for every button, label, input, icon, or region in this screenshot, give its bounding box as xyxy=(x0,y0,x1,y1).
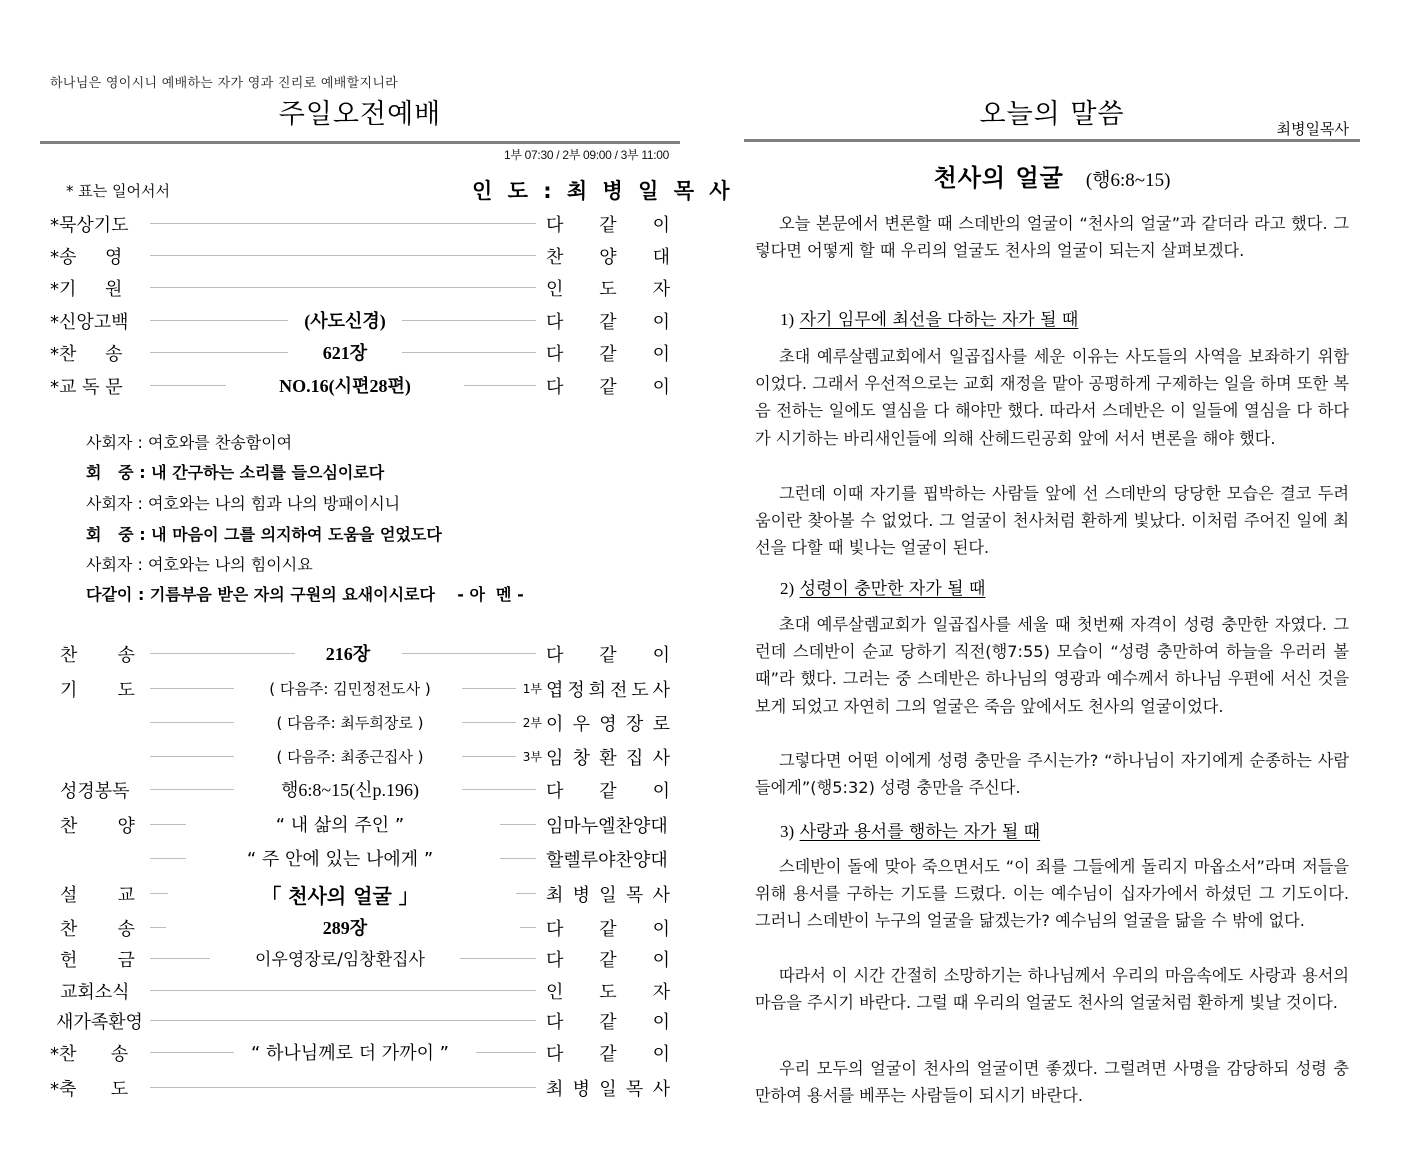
leader-line xyxy=(150,722,234,723)
leader-line xyxy=(460,958,536,959)
conclusion-paragraph: 우리 모두의 얼굴이 천사의 얼굴이면 좋겠다. 그럴려면 사명을 감당하되 성령 충만하여 용서를 베푸는 사람들이 되시기 바란다. xyxy=(755,1059,1349,1106)
leader-line xyxy=(150,958,210,959)
order-person: 인 도 자 xyxy=(546,982,670,1003)
order-row xyxy=(50,1072,670,1102)
order-person: 다 같 이 xyxy=(546,312,670,333)
reading-line: 사회자 : 여호와는 나의 힘과 나의 방패이시니 xyxy=(86,494,401,513)
section-heading: 2) 성령이 충만한 자가 될 때 xyxy=(780,579,986,599)
intro-paragraph: 오늘 본문에서 변론할 때 스데반의 얼굴이 “천사의 얼굴”과 같더라 라고 했다. 그렇다면 어떻게 할 때 우리의 얼굴도 천사의 얼굴이 되는지 살펴보겠다. xyxy=(755,214,1349,261)
leader-line xyxy=(520,927,536,928)
service-leader: 인 도 : 최 병 일 목 사 xyxy=(472,179,734,203)
title-divider xyxy=(744,139,1360,142)
order-detail: NO.16(시편28편) xyxy=(279,376,411,396)
service-times: 1부 07:30 / 2부 09:00 / 3부 11:00 xyxy=(503,148,669,162)
leader-line xyxy=(462,789,536,790)
order-label: *송 영 xyxy=(50,247,123,268)
order-label: 교회소식 xyxy=(60,982,130,1003)
order-person: 다 같 이 xyxy=(546,1012,670,1033)
order-label: *축 도 xyxy=(50,1079,129,1100)
page-title: 주일오전예배 xyxy=(278,99,442,130)
leader-line xyxy=(150,789,234,790)
order-label: 헌 금 xyxy=(60,950,135,971)
order-label: 설 교 xyxy=(60,885,135,906)
sermon-title: 천사의 얼굴 xyxy=(933,164,1064,192)
order-label: 성경봉독 xyxy=(60,781,130,802)
section-heading: 3) 사랑과 용서를 행하는 자가 될 때 xyxy=(780,822,1041,842)
anthem-title: “ 주 안에 있는 나에게 ” xyxy=(246,849,434,870)
order-person: 다 같 이 xyxy=(546,1044,670,1065)
order-person: 다 같 이 xyxy=(546,377,670,398)
reading-line: 사회자 : 여호와를 찬송함이여 xyxy=(86,433,293,452)
leader-line xyxy=(150,927,166,928)
leader-line xyxy=(516,893,536,894)
leader-line xyxy=(462,688,516,689)
service-part: 2부 xyxy=(522,716,542,730)
sermon-title: 「 천사의 얼굴 」 xyxy=(261,884,419,908)
order-row xyxy=(50,370,670,400)
order-label: 새가족환영 xyxy=(56,1012,143,1033)
order-row xyxy=(50,943,670,973)
sermon-reference: (행6:8~15) xyxy=(1085,170,1171,191)
leader-line xyxy=(150,320,288,321)
leader-line xyxy=(150,287,536,288)
body-paragraph: 스데반이 돌에 맞아 죽으면서도 “이 죄를 그들에게 돌리지 마옵소서”라며 저들을 위해 용서를 구하는 기도를 드렸다. 이는 예수님이 십자가에서 하셨던 그 기도이다. 그러니 스데반이 누구의 얼굴을 닮겠는가? 예수님의 얼굴을 닮을 수 밖에 없다. xyxy=(755,857,1349,931)
page-title: 오늘의 말씀 xyxy=(979,99,1125,130)
order-row xyxy=(50,707,670,737)
leader-line xyxy=(150,653,295,654)
order-row xyxy=(50,305,670,335)
sermon-heading xyxy=(744,158,1360,193)
order-label: 찬 송 xyxy=(60,645,135,666)
order-label: 기 도 xyxy=(60,680,135,701)
leader-line xyxy=(476,1052,536,1053)
body-paragraph: 초대 예루살렘교회가 일곱집사를 세울 때 첫번째 자격이 성령 충만한 자였다. 그런데 스데반이 순교 당하기 직전(행7:55) 모습이 “성령 충만하여 하늘을 우러러 볼 때”라 했다. 그러는 중 스데반은 하나님의 영광과 예수께서 하나님 우편에 서신 것을 보게 되었고 자연히 그의 얼굴은 죽음 앞에서도 천사의 얼굴이었다. xyxy=(755,615,1349,716)
leader-line xyxy=(150,385,226,386)
order-person: 다 같 이 xyxy=(546,344,670,365)
order-detail: 621장 xyxy=(322,343,368,363)
order-person: 이 우 영 장 로 xyxy=(546,714,670,735)
body-paragraph: 따라서 이 시간 간절히 소망하기는 하나님께서 우리의 마음속에도 사랑과 용서의 마음을 주시기 바란다. 그럴 때 우리의 얼굴도 천사의 얼굴처럼 환하게 빛날 것이다. xyxy=(755,966,1349,1013)
leader-line xyxy=(150,990,536,991)
anthem-title: “ 내 삶의 주인 ” xyxy=(275,815,405,836)
order-row xyxy=(50,878,670,908)
order-row xyxy=(50,638,670,668)
leader-line xyxy=(464,385,536,386)
order-person: 할렐루야찬양대 xyxy=(546,850,668,871)
order-row xyxy=(50,975,670,1005)
order-row xyxy=(50,1005,670,1035)
reading-line: 다같이 : 기름부음 받은 자의 구원의 요새이시로다 - 아 멘 - xyxy=(86,585,524,604)
order-person: 임마누엘찬양대 xyxy=(546,816,668,837)
next-week-note: ( 다음주: 최종근집사 ) xyxy=(276,748,424,766)
body-paragraph: 초대 예루살렘교회에서 일곱집사를 세운 이유는 사도들의 사역을 보좌하기 위함이었다. 그래서 우선적으로는 교회 재정을 맡아 공평하게 구제하는 일을 하며 또한 복음 전하는 일에도 열심을 다 해야만 했다. 따라서 스데반은 이 일들에 열심을 다 하다가 시기하는 바리새인들에 의해 산헤드린공회 앞에 서서 변론을 해야 했다. xyxy=(755,347,1349,448)
order-detail: 216장 xyxy=(325,644,371,664)
order-label: *신앙고백 xyxy=(50,312,129,333)
leader-line xyxy=(150,223,536,224)
hymn-title: “ 하나님께로 더 가까이 ” xyxy=(250,1043,450,1064)
order-label: *찬 송 xyxy=(50,1044,129,1065)
leader-line xyxy=(150,1020,536,1021)
leader-line xyxy=(402,320,536,321)
order-person: 다 같 이 xyxy=(546,781,670,802)
sermon-author: 최병일목사 xyxy=(1276,120,1349,138)
scripture-motto: 하나님은 영이시니 예배하는 자가 영과 진리로 예배할지니라 xyxy=(50,76,399,91)
section-heading: 1) 자기 임무에 최선을 다하는 자가 될 때 xyxy=(780,310,1079,330)
order-person: 찬 양 대 xyxy=(546,247,670,268)
leader-line xyxy=(150,255,536,256)
order-row xyxy=(50,912,670,942)
body-paragraph: 그런데 이때 자기를 핍박하는 사람들 앞에 선 스데반의 당당한 모습은 결코 두려움이란 찾아볼 수 없었다. 그 얼굴이 천사처럼 환하게 빛났다. 이처럼 주어진 일에 최선을 다할 때 빛나는 얼굴이 된다. xyxy=(755,484,1349,558)
order-person: 임 창 환 집 사 xyxy=(546,748,670,769)
reading-line: 사회자 : 여호와는 나의 힘이시요 xyxy=(86,555,313,574)
next-week-note: ( 다음주: 김민정전도사 ) xyxy=(269,680,431,698)
offering-servers: 이우영장로/임창환집사 xyxy=(255,950,425,970)
order-label: 찬 송 xyxy=(60,919,135,940)
service-part: 1부 xyxy=(522,682,542,696)
leader-line xyxy=(500,824,536,825)
order-person: 최 병 일 목 사 xyxy=(546,885,670,906)
order-person: 다 같 이 xyxy=(546,950,670,971)
order-detail: (사도신경) xyxy=(304,311,386,331)
order-row xyxy=(50,741,670,771)
order-label: *찬 송 xyxy=(50,344,123,365)
order-row xyxy=(50,774,670,804)
order-row xyxy=(50,208,670,238)
order-label: *교 독 문 xyxy=(50,377,123,398)
order-row xyxy=(50,240,670,270)
body-paragraph: 그렇다면 어떤 이에게 성령 충만을 주시는가? “하나님이 자기에게 순종하는 사람들에게”(행5:32) 성령 충만을 주신다. xyxy=(755,751,1349,798)
leader-line xyxy=(150,1087,536,1088)
reading-line: 회 중 : 내 마음이 그를 의지하여 도움을 얻었도다 xyxy=(86,525,442,544)
next-week-note: ( 다음주: 최두희장로 ) xyxy=(276,714,424,732)
title-divider xyxy=(40,141,680,144)
leader-line xyxy=(150,1052,234,1053)
reading-line: 회 중 : 내 간구하는 소리를 들으심이로다 xyxy=(86,463,385,482)
leader-line xyxy=(150,824,186,825)
order-person: 인 도 자 xyxy=(546,279,670,300)
stand-note: * 표는 일어서서 xyxy=(66,182,170,200)
leader-line xyxy=(150,756,234,757)
leader-line xyxy=(150,352,288,353)
order-label: *묵상기도 xyxy=(50,215,129,236)
order-row xyxy=(50,809,670,839)
order-row xyxy=(50,843,670,873)
order-person: 엽 정 희 전 도 사 xyxy=(546,680,670,701)
order-person: 다 같 이 xyxy=(546,215,670,236)
leader-line xyxy=(462,756,516,757)
order-person: 최 병 일 목 사 xyxy=(546,1079,670,1100)
order-person: 다 같 이 xyxy=(546,919,670,940)
leader-line xyxy=(462,722,516,723)
order-row xyxy=(50,337,670,367)
scripture-reading: 행6:8~15(신p.196) xyxy=(280,780,419,800)
leader-line xyxy=(150,893,168,894)
order-row xyxy=(50,673,670,703)
order-label: *기 원 xyxy=(50,279,123,300)
order-detail: 289장 xyxy=(322,918,368,938)
service-part: 3부 xyxy=(522,750,542,764)
leader-line xyxy=(402,653,536,654)
order-person: 다 같 이 xyxy=(546,645,670,666)
leader-line xyxy=(150,858,186,859)
leader-line xyxy=(150,688,234,689)
order-label: 찬 양 xyxy=(60,816,135,837)
order-row xyxy=(50,272,670,302)
leader-line xyxy=(402,352,536,353)
order-row xyxy=(50,1037,670,1067)
leader-line xyxy=(500,858,536,859)
